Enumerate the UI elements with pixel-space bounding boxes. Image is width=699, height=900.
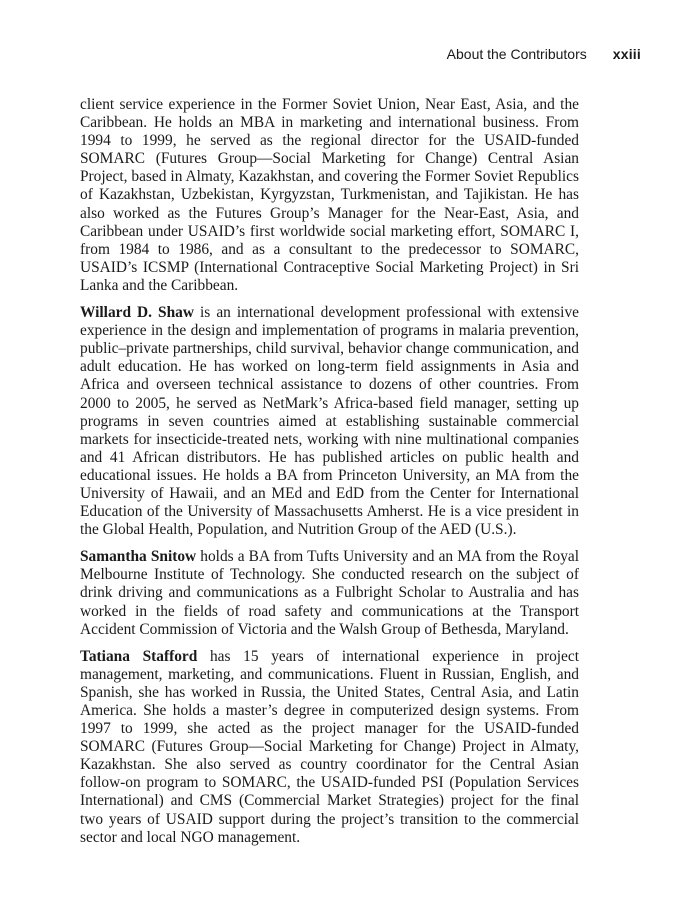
paragraph-text: holds a BA from Tufts University and an MA from the Royal Melbourne Institute of Technology. She conducted research on the subject of drink driving and communications as a Fulbright Scholar to Australia and has worked in the fields of road safety and communications at the Transport Accident Commission of Victoria and the Walsh Group of Bethesda, Maryland.: [80, 548, 579, 638]
paragraph-bio-samantha-snitow: [80, 548, 579, 638]
paragraph-bio-willard-shaw: [80, 304, 579, 539]
contributor-name: Samantha Snitow: [80, 548, 197, 566]
paragraph-continued-bio: [80, 96, 579, 295]
paragraph-bio-tatiana-stafford: [80, 648, 579, 847]
paragraph-text: has 15 years of international experience in project management, marketing, and communications. Fluent in Russian, English, and Spanish, she has worked in Russia, the United States, Central Asia, and Latin America. She holds a master’s degree in computerized design systems. From 1997 to 1999, she acted as the project manager for the USAID-funded SOMARC (Futures Group—Social Marketing for Change) Project in Almaty, Kazakhstan. She also served as country coordinator for the Central Asian follow-on program to SOMARC, the USAID-funded PSI (Population Services International) and CMS (Commercial Market Strategies) project for the final two years of USAID support during the project’s transition to the commercial sector and local NGO management.: [80, 647, 579, 846]
paragraph-text: is an international development professional with extensive experience in the design and implementation of programs in malaria prevention, public–private partnerships, child survival, behavior change communication, and adult education. He has worked on long-term field assignments in Asia and Africa and overseen technical assistance to dozens of other countries. From 2000 to 2005, he served as NetMark’s Africa-based field manager, setting up programs in seven countries aimed at establishing sustainable commercial markets for insecticide-treated nets, working with nine multinational companies and 41 African distributors. He has published articles on public health and educational issues. He holds a BA from Princeton University, an MA from the University of Hawaii, and an MEd and EdD from the Center for International Education of the University of Massachusetts Amherst. He is a vice president in the Global Health, Population, and Nutrition Group of the AED (U.S.).: [80, 304, 579, 539]
page-number: xxiii: [612, 46, 641, 62]
contributor-name: Tatiana Stafford: [80, 647, 198, 665]
running-title: About the Contributors: [446, 46, 587, 62]
paragraph-text: client service experience in the Former Soviet Union, Near East, Asia, and the Caribbean. He holds an MBA in marketing and international business. From 1994 to 1999, he served as the regional director for the USAID-funded SOMARC (Futures Group—Social Marketing for Change) Central Asian Project, based in Almaty, Kazakhstan, and covering the Former Soviet Republics of Kazakhstan, Uzbekistan, Kyrgyzstan, Turkmenistan, and Tajikistan. He has also worked as the Futures Group’s Manager for the Near-East, Asia, and Caribbean under USAID’s first worldwide social marketing effort, SOMARC I, from 1984 to 1986, and as a consultant to the predecessor to SOMARC, USAID’s ICSMP (International Contraceptive Social Marketing Project) in Sri Lanka and the Caribbean.: [80, 96, 579, 294]
body-text: [80, 96, 579, 856]
contributor-name: Willard D. Shaw: [80, 304, 194, 322]
running-head: [447, 46, 641, 62]
